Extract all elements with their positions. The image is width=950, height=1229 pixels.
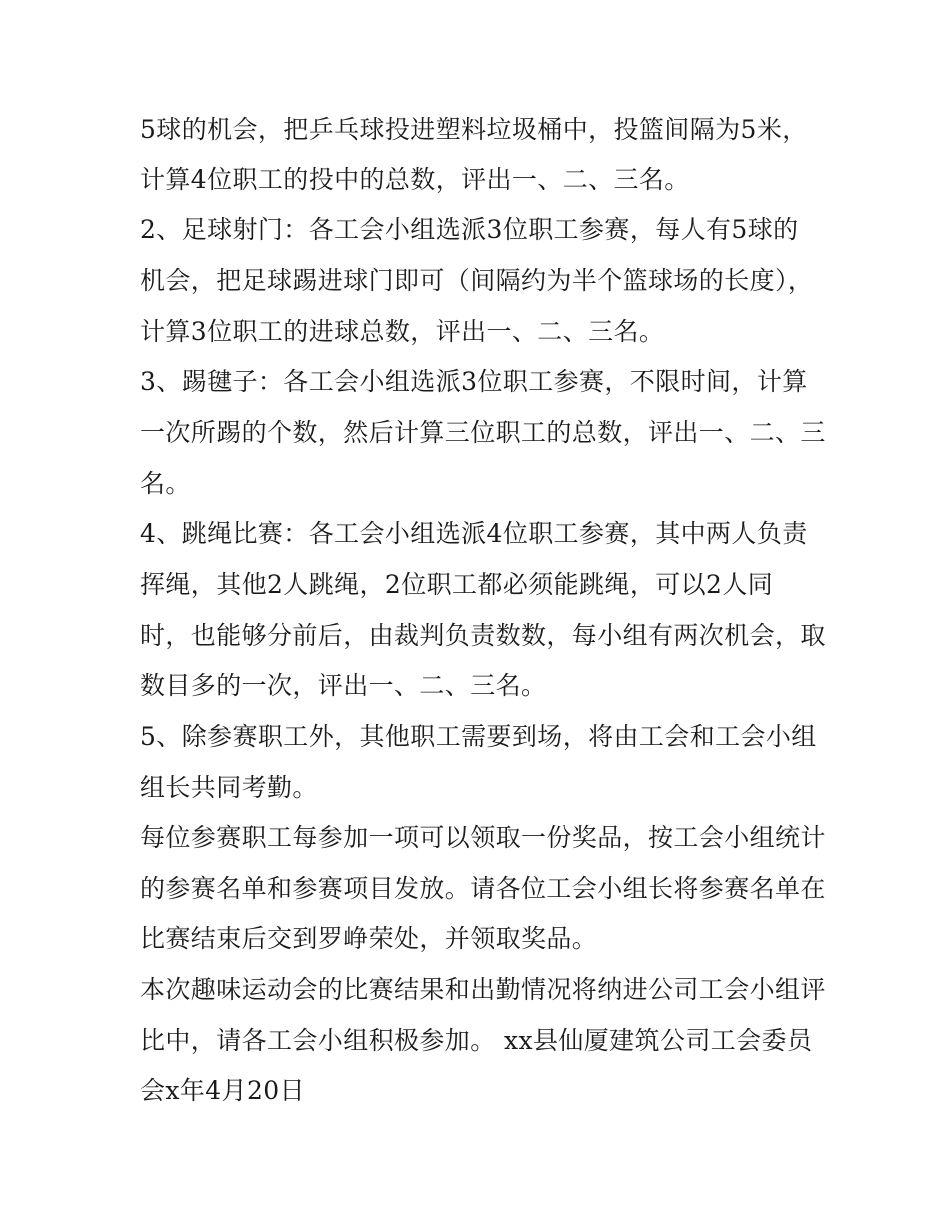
text-line: 4、跳绳比赛：各工会小组选派4位职工参赛，其中两人负责 [140, 519, 808, 548]
text-line: 的参赛名单和参赛项目发放。请各位工会小组长将参赛名单在 [140, 874, 826, 903]
text-line: 一次所踢的个数，然后计算三位职工的总数，评出一、二、三 [140, 418, 826, 447]
text-line: 会x年4月20日 [140, 1076, 306, 1105]
text-line: 数目多的一次，评出一、二、三名。 [140, 671, 547, 700]
text-line: 计算3位职工的进球总数，评出一、二、三名。 [140, 317, 665, 346]
text-line: 机会，把足球踢进球门即可（间隔约为半个篮球场的长度）， [140, 266, 814, 295]
text-line: 比中，请各工会小组积极参加。 xx县仙厦建筑公司工会委员 [140, 1026, 813, 1055]
text-line: 比赛结束后交到罗峥荣处，并领取奖品。 [140, 924, 598, 953]
text-line: 每位参赛职工每参加一项可以领取一份奖品，按工会小组统计 [140, 823, 826, 852]
text-line: 时，也能够分前后，由裁判负责数数，每小组有两次机会，取 [140, 621, 826, 650]
text-line: 挥绳，其他2人跳绳，2位职工都必须能跳绳，可以2人同 [140, 570, 774, 599]
text-line: 5球的机会，把乒乓球投进塑料垃圾桶中，投篮间隔为5米， [140, 115, 808, 144]
text-line: 5、除参赛职工外，其他职工需要到场，将由工会和工会小组 [140, 722, 817, 751]
text-line: 组长共同考勤。 [140, 773, 318, 802]
text-line: 计算4位职工的投中的总数，评出一、二、三名。 [140, 165, 690, 194]
text-line: 本次趣味运动会的比赛结果和出勤情况将纳进公司工会小组评 [140, 975, 826, 1004]
text-line: 3、踢毽子：各工会小组选派3位职工参赛，不限时间，计算 [140, 367, 808, 396]
text-line: 名。 [140, 469, 191, 498]
text-line: 2、足球射门：各工会小组选派3位职工参赛，每人有5球的 [140, 215, 799, 244]
